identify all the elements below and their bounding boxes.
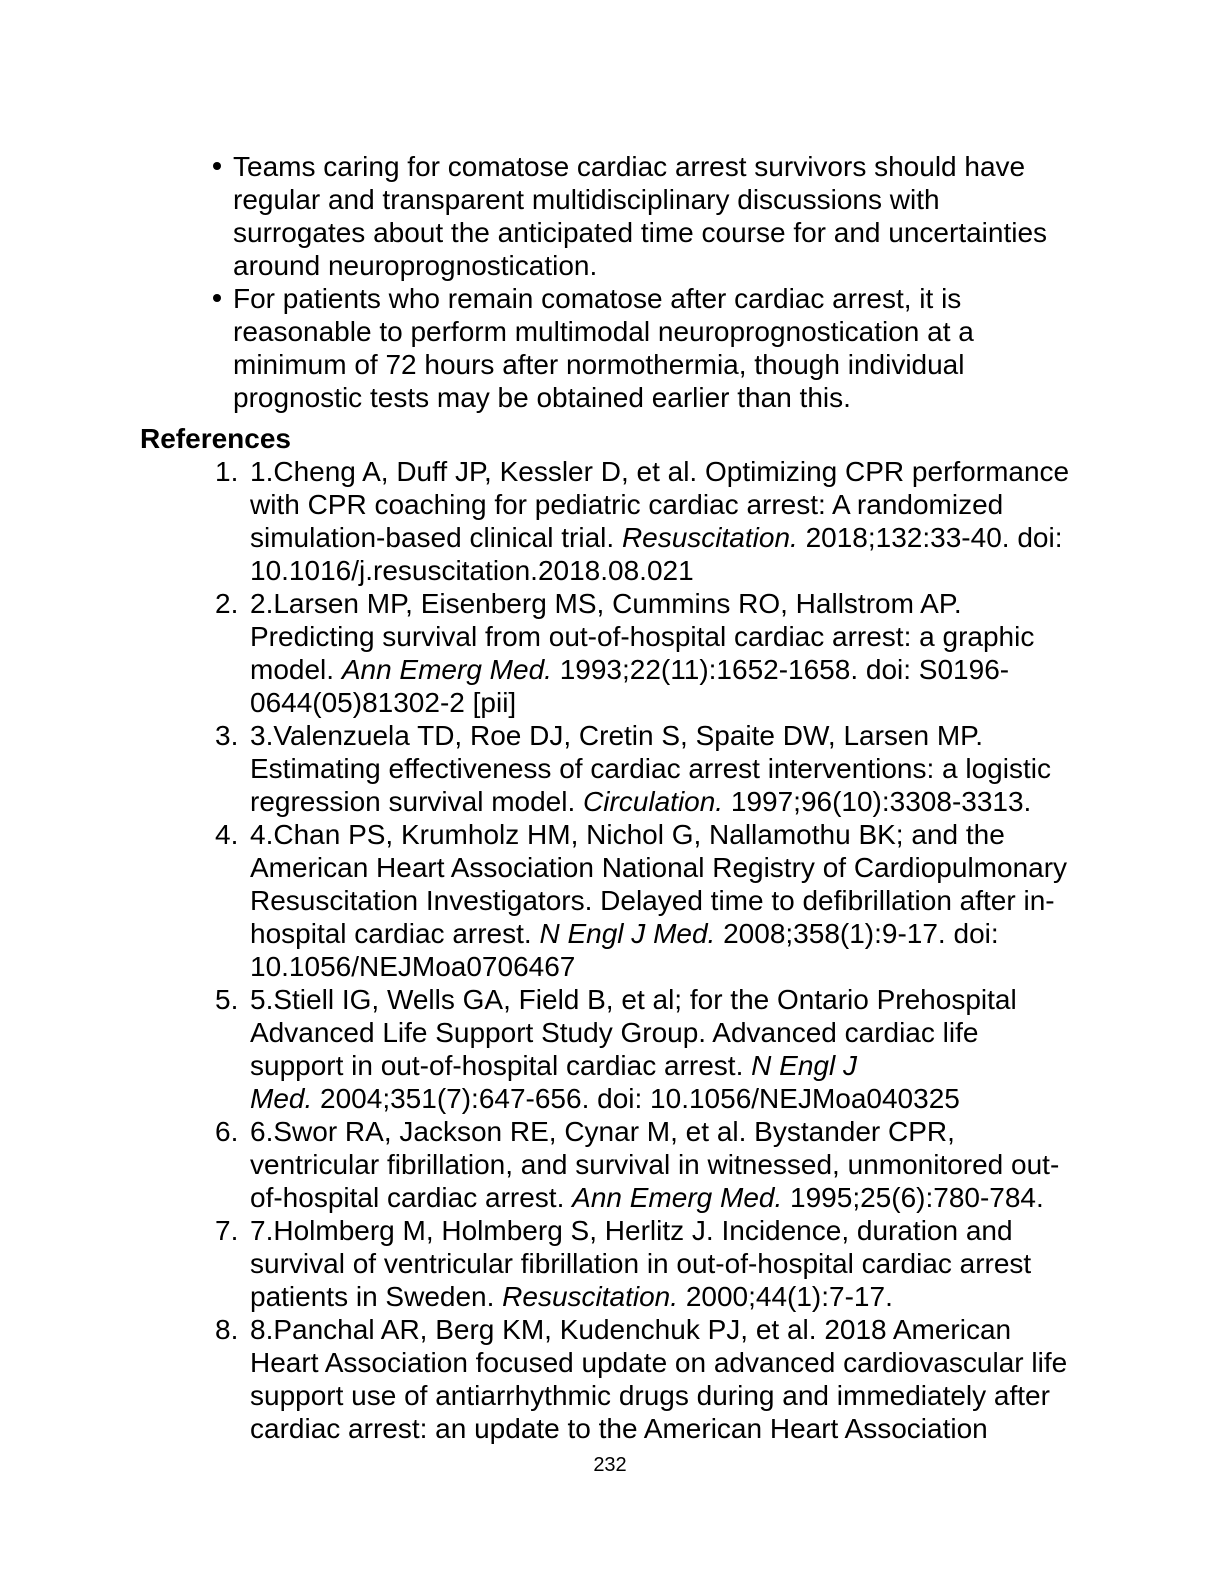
reference-number: 3. <box>215 720 239 751</box>
reference-number: 6. <box>215 1116 239 1147</box>
journal-name: Ann Emerg Med. <box>341 654 552 685</box>
reference-number: 1. <box>215 456 239 487</box>
reference-text <box>250 588 1034 718</box>
bullet-item <box>140 282 1074 414</box>
journal-name: Resuscitation. <box>621 522 798 553</box>
reference-citation: 2.Larsen MP, Eisenberg MS, Cummins RO, Hallstrom AP. Predicting survival from out-of-hospital cardiac arrest: a graphic model. <box>250 588 1035 685</box>
reference-number: 7. <box>215 1215 239 1246</box>
bullet-icon <box>213 294 221 302</box>
bullet-text: For patients who remain comatose after cardiac arrest, it is reasonable to perform multimodal neuroprognostication at a minimum of 72 hours after normothermia, though individual prognostic tests may be obtained earlier than this. <box>233 283 974 413</box>
journal-name: N Engl J Med. <box>250 1050 857 1114</box>
reference-item <box>140 1115 1074 1214</box>
reference-text <box>250 1116 1059 1213</box>
reference-tail: 2000;44(1):7-17. <box>678 1281 893 1312</box>
reference-tail: 2018;132:33-40. doi: 10.1016/j.resuscitation.2018.08.021 <box>250 522 1063 586</box>
reference-item <box>140 719 1074 818</box>
journal-name: N Engl J Med. <box>539 918 716 949</box>
reference-number: 8. <box>215 1314 239 1345</box>
reference-citation: 4.Chan PS, Krumholz HM, Nichol G, Nallamothu BK; and the American Heart Association National Registry of Cardiopulmonary Resuscitation Investigators. Delayed time to defibrillation after in-hospital cardiac arrest. <box>250 819 1068 949</box>
reference-text <box>250 819 1067 982</box>
journal-name: Ann Emerg Med. <box>572 1182 783 1213</box>
reference-citation: 5.Stiell IG, Wells GA, Field B, et al; for the Ontario Prehospital Advanced Life Support Study Group. Advanced cardiac life support in out-of-hospital cardiac arrest. <box>250 984 1017 1081</box>
reference-tail: 2004;351(7):647-656. doi: 10.1056/NEJMoa040325 <box>312 1083 960 1114</box>
bullet-text: Teams caring for comatose cardiac arrest survivors should have regular and transparent multidisciplinary discussions with surrogates about the anticipated time course for and uncertainties around neuroprognostication. <box>233 151 1048 281</box>
reference-citation: 3.Valenzuela TD, Roe DJ, Cretin S, Spaite DW, Larsen MP. Estimating effectiveness of cardiac arrest interventions: a logistic regression survival model. <box>250 720 1051 817</box>
page-number: 232 <box>593 1454 627 1476</box>
journal-name: Circulation. <box>583 786 724 817</box>
reference-item <box>140 1313 1074 1445</box>
reference-tail: 2008;358(1):9-17. doi: 10.1056/NEJMoa0706467 <box>250 918 999 982</box>
reference-text <box>250 1314 1067 1444</box>
bullet-icon <box>213 162 221 170</box>
reference-item <box>140 983 1074 1115</box>
reference-number: 2. <box>215 588 239 619</box>
reference-number: 5. <box>215 984 239 1015</box>
references-heading: References <box>140 423 291 454</box>
reference-item <box>140 818 1074 983</box>
reference-citation: 7.Holmberg M, Holmberg S, Herlitz J. Incidence, duration and survival of ventricular fibrillation in out-of-hospital cardiac arrest patients in Sweden. <box>250 1215 1032 1312</box>
reference-text <box>250 720 1051 817</box>
reference-item <box>140 455 1074 587</box>
reference-text <box>250 984 1017 1114</box>
journal-name: Resuscitation. <box>502 1281 679 1312</box>
reference-list <box>140 455 1074 1445</box>
reference-tail: 1993;22(11):1652-1658. doi: S0196-0644(05)81302-2 [pii] <box>250 654 1010 718</box>
reference-text <box>250 1215 1031 1312</box>
reference-tail: 1995;25(6):780-784. <box>782 1182 1044 1213</box>
reference-citation: 8.Panchal AR, Berg KM, Kudenchuk PJ, et al. 2018 American Heart Association focused update on advanced cardiovascular life support use of antiarrhythmic drugs during and immediately after cardiac arrest: an update to the American Heart Association <box>250 1314 1068 1444</box>
reference-citation: 1.Cheng A, Duff JP, Kessler D, et al. Optimizing CPR performance with CPR coaching for pediatric cardiac arrest: A randomized simulation-based clinical trial. <box>250 456 1070 553</box>
bullet-item <box>140 150 1074 282</box>
reference-item <box>140 587 1074 719</box>
summary-bullet-list <box>140 150 1074 414</box>
reference-item <box>140 1214 1074 1313</box>
reference-tail: 1997;96(10):3308-3313. <box>723 786 1032 817</box>
reference-text <box>250 456 1069 586</box>
reference-citation: 6.Swor RA, Jackson RE, Cynar M, et al. Bystander CPR, ventricular fibrillation, and survival in witnessed, unmonitored out-of-hospital cardiac arrest. <box>250 1116 1060 1213</box>
reference-number: 4. <box>215 819 239 850</box>
